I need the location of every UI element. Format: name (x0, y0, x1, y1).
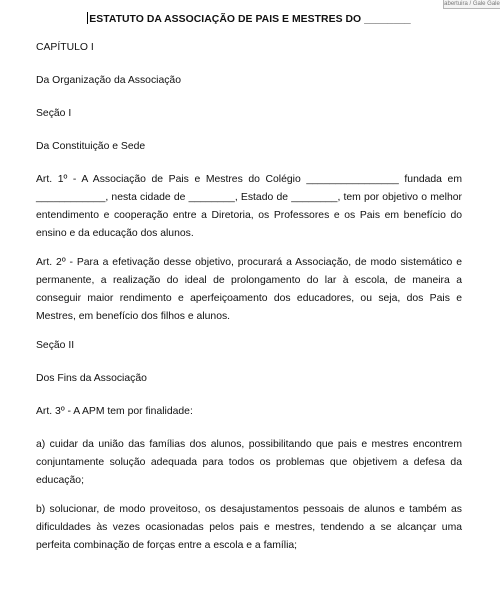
article-2: Art. 2º - Para a efetivação desse objetivo, procurará a Associação, de modo sistemático e permanente, a realização do ideal de prolongamento do lar à escola, de maneira a conseguir maior rendimento e aperfeiçoamento dos educadores, ou seja, dos Pais e Mestres, em benefício dos filhos e alunos. (36, 257, 462, 322)
chapter-subtitle: Da Organização da Associação (36, 75, 181, 86)
section-1-subtitle: Da Constituição e Sede (36, 141, 146, 152)
article-1: Art. 1º - A Associação de Pais e Mestres do Colégio ________________ fundada em ____________, nesta cidade de ________, Estado de ________, tem por objetivo o melhor entendimento e cooperação entre a Diretoria, os Professores e os Pais em benefício do ensino e da educação dos alunos. (36, 174, 462, 239)
document-title: ESTATUTO DA ASSOCIAÇÃO DE PAIS E MESTRES DO ________ (89, 14, 411, 25)
document-title-row (36, 11, 462, 29)
article-3: Art. 3º - A APM tem por finalidade: (36, 406, 193, 417)
section-1-heading: Seção I (36, 108, 72, 119)
section-2-subtitle: Dos Fins da Associação (36, 373, 147, 384)
chapter-heading: CAPÍTULO I (36, 42, 94, 53)
corner-tab: abertuira / Gale Gale (444, 1, 500, 7)
list-item-a: a) cuidar da união das famílias dos alunos, possibilitando que pais e mestres encontrem conjuntamente solução adequada para todos os problemas que objetivem a defesa da educação; (36, 439, 462, 486)
list-item-b: b) solucionar, de modo proveitoso, os desajustamentos pessoais de alunos e também as dificuldades às vezes ocasionadas pelos pais e mestres, tendendo a se alcançar uma perfeita combinação de forças entre a escola e a família; (36, 504, 462, 551)
document-page (36, 0, 462, 566)
section-2-heading: Seção II (36, 340, 75, 351)
